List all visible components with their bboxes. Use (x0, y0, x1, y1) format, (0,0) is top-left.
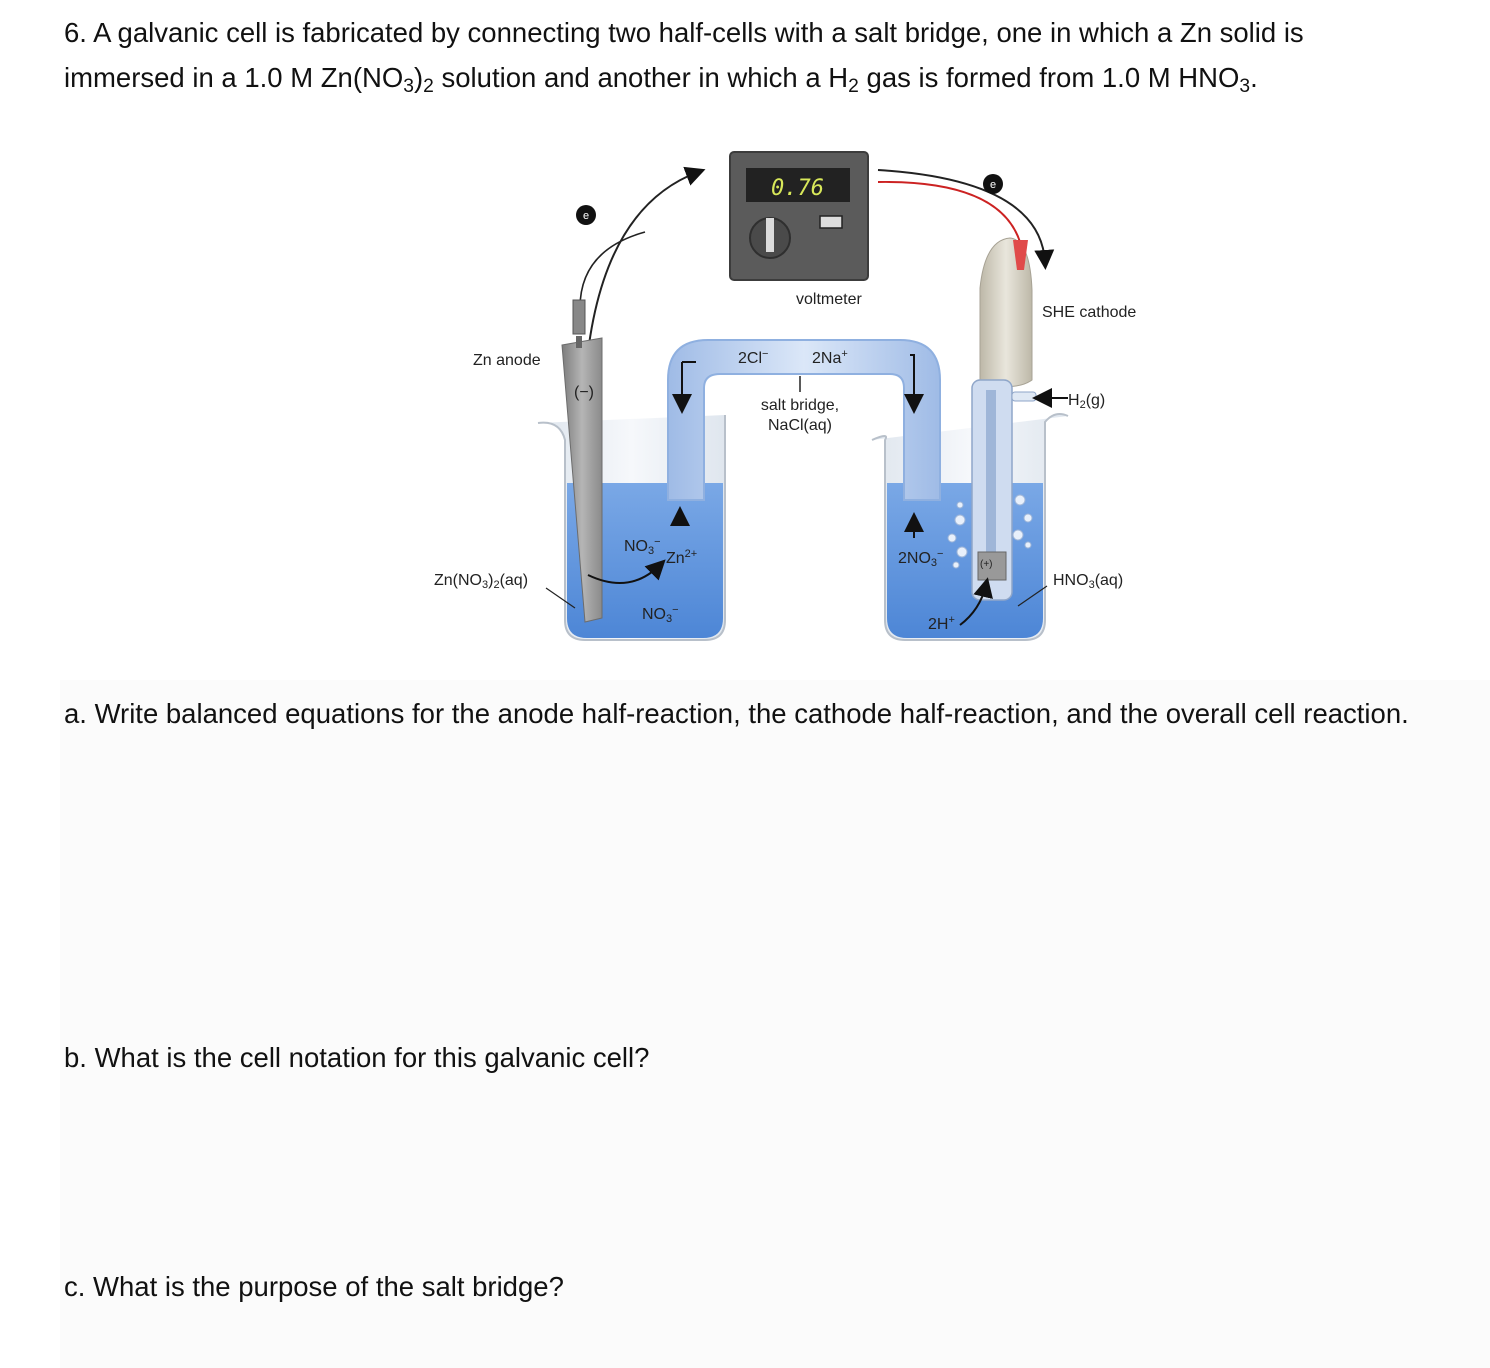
two-no3-label (898, 548, 943, 569)
question-line-2 (64, 55, 1444, 100)
voltmeter-label: voltmeter (796, 291, 862, 308)
left-solution-mid: ) (488, 572, 494, 589)
q-text-b: ) (413, 62, 424, 93)
no3-upper-text: NO (624, 538, 648, 555)
anode-label: Zn anode (473, 352, 541, 369)
bridge-right-ion-charge: + (841, 348, 848, 360)
left-solution-end: (aq) (499, 572, 529, 589)
voltmeter-switch (820, 216, 842, 228)
left-solution-sub: 3 (482, 579, 489, 591)
no3-upper-label (624, 536, 661, 557)
salt-bridge-label-line-2: NaCl(aq) (767, 417, 832, 434)
bridge-right-ion-text: 2Na (812, 350, 842, 367)
no3-lower-sub: 3 (666, 613, 673, 625)
anode-clip (573, 300, 585, 334)
q-text-c: solution and another in which a H (433, 62, 849, 93)
anode-sign: (−) (574, 384, 594, 401)
question-line-1 (64, 10, 1444, 55)
part-a-question: a. Write balanced equations for the anode half-reaction, the cathode half-reaction, and the overall cell reaction. (64, 698, 1409, 729)
q-sub-2b: 2 (848, 75, 859, 97)
part-c-question: c. What is the purpose of the salt bridge? (64, 1271, 564, 1302)
anode-wire (580, 232, 645, 308)
electron-symbol-right: e (989, 179, 997, 191)
cathode-sign: (+) (980, 559, 993, 570)
right-solution-label (1053, 572, 1123, 591)
no3-lower-charge: − (672, 604, 679, 616)
two-h-plus-label (928, 614, 955, 634)
q-text-e: . (1250, 62, 1258, 93)
zn-ion-text: Zn (666, 550, 685, 567)
zn-ion-label (666, 548, 697, 568)
electron-symbol-left: e (582, 210, 590, 222)
two-no3-sub: 3 (930, 557, 938, 569)
two-h-plus-charge: + (948, 614, 955, 626)
question-line-1-text: A galvanic cell is fabricated by connecting two half-cells with a salt bridge, one in which a Zn solid is (93, 17, 1304, 48)
right-solution-sub: 3 (1088, 579, 1095, 591)
voltmeter-reading: 0.76 (771, 176, 824, 201)
h2-inlet (1012, 392, 1036, 401)
no3-lower-text: NO (642, 606, 666, 623)
no3-upper-sub: 3 (648, 545, 655, 557)
left-solution-text: Zn(NO (434, 572, 482, 589)
answer-area-background (60, 680, 1490, 1368)
bridge-left-ion (738, 348, 768, 368)
q-text-a: immersed in a 1.0 M Zn(NO (64, 62, 404, 93)
q-text-d: gas is formed from 1.0 M HNO (858, 62, 1240, 93)
galvanic-cell-diagram (420, 140, 1150, 660)
bridge-right-ion (812, 348, 848, 368)
question-text (64, 10, 1444, 100)
q-sub-2a: 2 (423, 75, 434, 97)
h2-gas-label (1068, 392, 1105, 411)
left-solution-sub2: 2 (493, 579, 500, 591)
two-no3-charge: − (937, 548, 944, 560)
h2-text: H (1068, 392, 1080, 409)
no3-upper-charge: − (654, 536, 661, 548)
q-sub-3b: 3 (1239, 75, 1251, 97)
h2-sub: 2 (1079, 399, 1086, 411)
cathode-label: SHE cathode (1042, 304, 1137, 321)
two-no3-text: 2NO (898, 550, 931, 567)
question-number: 6. (64, 17, 87, 48)
right-solution-end: (aq) (1094, 572, 1124, 589)
salt-bridge-label (750, 396, 850, 436)
zn-ion-charge: 2+ (684, 548, 698, 560)
voltmeter-knob (766, 218, 774, 252)
salt-bridge-label-line-1: salt bridge, (760, 397, 840, 414)
left-solution-label (434, 572, 528, 591)
bridge-left-ion-charge: − (762, 348, 769, 360)
right-solution-text: HNO (1053, 572, 1089, 589)
h2-suffix: (g) (1085, 392, 1106, 409)
bridge-left-ion-text: 2Cl (738, 350, 763, 367)
q-sub-3a: 3 (403, 75, 414, 97)
two-h-plus-text: 2H (928, 616, 949, 633)
part-b-question: b. What is the cell notation for this galvanic cell? (64, 1042, 650, 1073)
no3-lower-label (642, 604, 679, 625)
